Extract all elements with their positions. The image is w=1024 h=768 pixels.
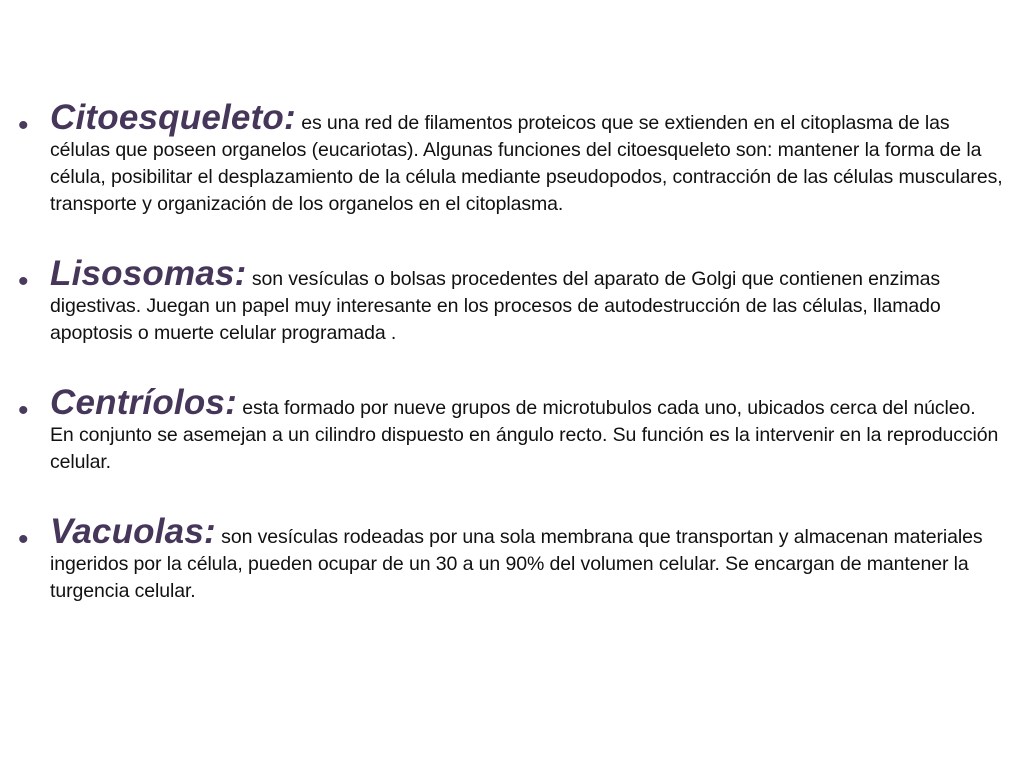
bullet-description: es una red de filamentos proteicos que se extienden en el citoplasma de las células que poseen organelos (eucariotas). Algunas funciones del citoesqueleto son: mantener la forma de la célula, posibilitar el desplazamiento de la célula mediante pseudopodos, contracción de las células musculares, transporte y organización de los organelos en el citoplasma. (50, 112, 1003, 215)
bullet-text (50, 254, 1004, 347)
bullet-term: Vacuolas: (50, 512, 216, 551)
bullet-dot-icon: • (18, 109, 29, 142)
bullet-text (50, 383, 1004, 476)
bullet-term: Citoesqueleto: (50, 98, 296, 137)
bullet-description: esta formado por nueve grupos de microtubulos cada uno, ubicados cerca del núcleo. En conjunto se asemejan a un cilindro dispuesto en ángulo recto. Su función es la intervenir en la reproducción celular. (50, 397, 999, 473)
bullet-list (18, 98, 1004, 605)
bullet-description: son vesículas o bolsas procedentes del aparato de Golgi que contienen enzimas digestivas. Juegan un papel muy interesante en los procesos de autodestrucción de las células, llamado apoptosis o muerte celular programada . (50, 268, 941, 344)
bullet-vacuolas (18, 512, 1004, 605)
bullet-dot-icon: • (18, 394, 29, 427)
bullet-term: Lisosomas: (50, 254, 247, 293)
bullet-term: Centríolos: (50, 383, 237, 422)
bullet-text (50, 512, 1004, 605)
bullet-lisosomas (18, 254, 1004, 347)
bullet-text (50, 98, 1004, 218)
bullet-description: son vesículas rodeadas por una sola membrana que transportan y almacenan materiales ingeridos por la célula, pueden ocupar de un 30 a un 90% del volumen celular. Se encargan de mantener la turgencia celular. (50, 526, 983, 602)
bullet-citoesqueleto (18, 98, 1004, 218)
bullet-dot-icon: • (18, 265, 29, 298)
bullet-dot-icon: • (18, 523, 29, 556)
bullet-centriolos (18, 383, 1004, 476)
